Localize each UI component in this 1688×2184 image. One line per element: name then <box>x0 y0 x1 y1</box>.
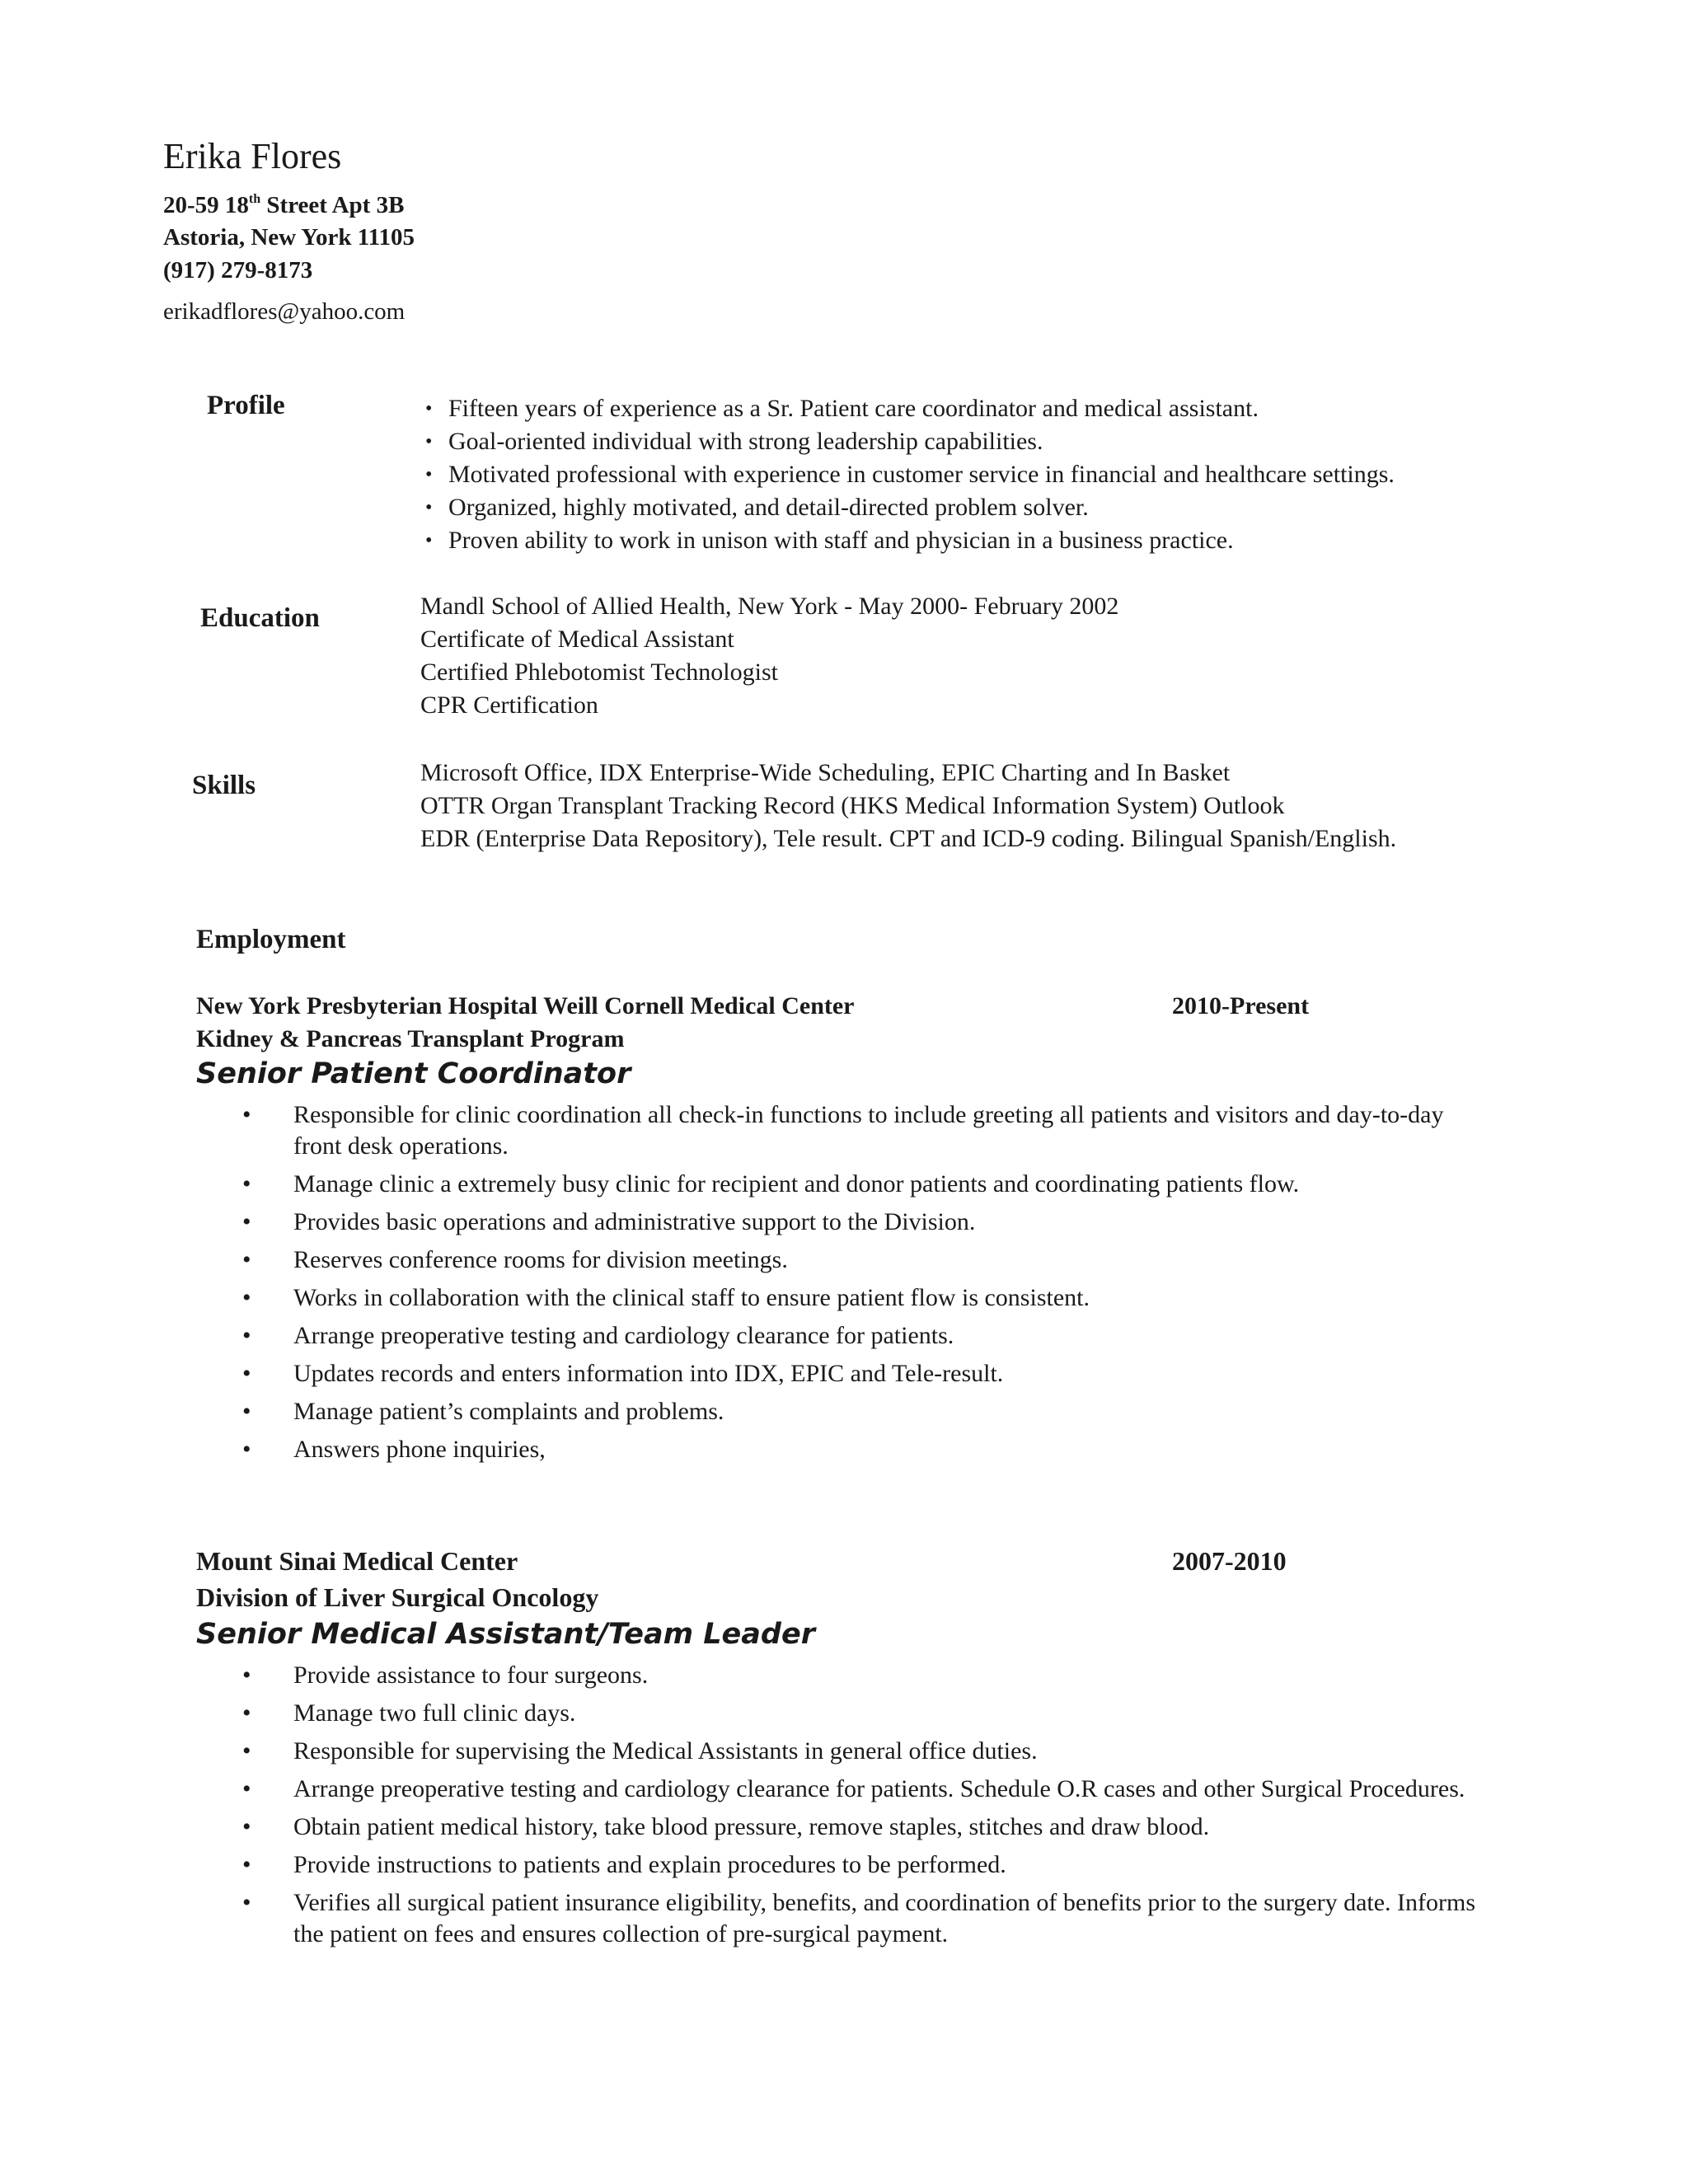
duty-item <box>196 1282 1482 1314</box>
profile-item-text: Motivated professional with experience in customer service in financial and healthcare settings. <box>448 461 1395 488</box>
duty-item <box>196 1849 1482 1881</box>
duty-text: Provides basic operations and administrative support to the Division. <box>293 1208 976 1235</box>
education-line: CPR Certification <box>420 691 598 719</box>
duty-item <box>196 1244 1482 1276</box>
duty-text: Verifies all surgical patient insurance eligibility, benefits, and coordination of benefits prior to the surgery date. Informs the patient on fees and ensures collection of pre-surgical payment. <box>293 1889 1476 1947</box>
skills-line: Microsoft Office, IDX Enterprise-Wide Scheduling, EPIC Charting and In Basket <box>420 759 1231 786</box>
bullet-icon: • <box>242 1398 251 1425</box>
bullet-icon: • <box>425 464 433 485</box>
education-lines <box>420 590 1118 722</box>
bullet-icon: • <box>242 1775 251 1802</box>
bullet-icon: • <box>425 497 433 518</box>
skills-line: EDR (Enterprise Data Repository), Tele result. CPT and ICD-9 coding. Bilingual Spanish/English. <box>420 825 1397 852</box>
duty-text: Works in collaboration with the clinical staff to ensure patient flow is consistent. <box>293 1284 1090 1311</box>
profile-item <box>420 524 1395 557</box>
duty-item <box>196 1320 1482 1352</box>
bullet-icon: • <box>242 1208 251 1235</box>
duty-item <box>196 1099 1482 1162</box>
bullet-icon: • <box>242 1284 251 1311</box>
profile-item-text: Organized, highly motivated, and detail-directed problem solver. <box>448 494 1089 521</box>
skills-lines <box>420 757 1396 855</box>
bullet-icon: • <box>425 431 433 452</box>
profile-item <box>420 458 1395 491</box>
profile-item <box>420 491 1395 524</box>
bullet-icon: • <box>242 1737 251 1765</box>
duty-item <box>196 1660 1482 1691</box>
skills-line: OTTR Organ Transplant Tracking Record (HKS Medical Information System) Outlook <box>420 792 1285 819</box>
bullet-icon: • <box>425 398 433 419</box>
profile-item <box>420 425 1395 458</box>
candidate-name: Erika Flores <box>163 136 342 176</box>
duty-item <box>196 1736 1482 1767</box>
duty-item <box>196 1358 1482 1390</box>
job-dates: 2007-2010 <box>1172 1546 1287 1576</box>
address-line-1-sup: th <box>248 192 261 206</box>
job-duties-list <box>196 1660 1482 1957</box>
duty-text: Answers phone inquiries, <box>293 1436 546 1463</box>
profile-item-text: Proven ability to work in unison with staff and physician in a business practice. <box>448 527 1234 554</box>
job-organization: Mount Sinai Medical Center <box>196 1546 518 1576</box>
duty-text: Reserves conference rooms for division meetings. <box>293 1246 788 1273</box>
section-label-skills: Skills <box>192 771 256 800</box>
profile-item-text: Fifteen years of experience as a Sr. Patient care coordinator and medical assistant. <box>448 395 1259 422</box>
address-line-1-suffix: Street Apt 3B <box>260 192 405 218</box>
job-dates: 2010-Present <box>1172 992 1310 1019</box>
duty-item <box>196 1207 1482 1238</box>
duty-text: Arrange preoperative testing and cardiology clearance for patients. Schedule O.R cases and other Surgical Procedures. <box>293 1775 1465 1802</box>
education-line: Certificate of Medical Assistant <box>420 626 734 653</box>
address-line-1 <box>163 193 404 218</box>
profile-list <box>420 392 1395 557</box>
education-line: Certified Phlebotomist Technologist <box>420 658 778 686</box>
duty-item <box>196 1698 1482 1729</box>
duty-text: Obtain patient medical history, take blood pressure, remove staples, stitches and draw blood. <box>293 1813 1210 1840</box>
bullet-icon: • <box>425 530 433 551</box>
section-label-profile: Profile <box>207 391 285 420</box>
section-label-employment: Employment <box>196 925 346 954</box>
email-address[interactable]: erikadflores@yahoo.com <box>163 298 406 325</box>
duty-text: Provide instructions to patients and explain procedures to be performed. <box>293 1851 1006 1878</box>
job-title: Senior Medical Assistant/Team Leader <box>196 1618 815 1651</box>
bullet-icon: • <box>242 1813 251 1840</box>
job-division: Division of Liver Surgical Oncology <box>196 1582 599 1612</box>
job-organization: New York Presbyterian Hospital Weill Cornell Medical Center <box>196 992 855 1019</box>
bullet-icon: • <box>242 1360 251 1387</box>
duty-item <box>196 1811 1482 1843</box>
education-line: Mandl School of Allied Health, New York - May 2000- February 2002 <box>420 593 1119 620</box>
job-division: Kidney & Pancreas Transplant Program <box>196 1025 625 1052</box>
bullet-icon: • <box>242 1661 251 1689</box>
bullet-icon: • <box>242 1246 251 1273</box>
bullet-icon: • <box>242 1436 251 1463</box>
bullet-icon: • <box>242 1851 251 1878</box>
duty-item <box>196 1396 1482 1427</box>
phone-number: (917) 279-8173 <box>163 257 313 284</box>
duty-text: Arrange preoperative testing and cardiology clearance for patients. <box>293 1322 954 1349</box>
duty-text: Manage two full clinic days. <box>293 1699 576 1727</box>
duty-text: Provide assistance to four surgeons. <box>293 1661 649 1689</box>
bullet-icon: • <box>242 1170 251 1197</box>
duty-text: Responsible for supervising the Medical Assistants in general office duties. <box>293 1737 1038 1765</box>
job-title: Senior Patient Coordinator <box>196 1057 631 1090</box>
duty-text: Manage patient’s complaints and problems. <box>293 1398 724 1425</box>
duty-item <box>196 1887 1482 1950</box>
duty-text: Responsible for clinic coordination all check-in functions to include greeting all patients and visitors and day-to-day front desk operations. <box>293 1101 1444 1160</box>
bullet-icon: • <box>242 1699 251 1727</box>
duty-item <box>196 1774 1482 1805</box>
duty-text: Manage clinic a extremely busy clinic for recipient and donor patients and coordinating patients flow. <box>293 1170 1300 1197</box>
section-label-education: Education <box>200 603 320 633</box>
duty-item <box>196 1169 1482 1200</box>
bullet-icon: • <box>242 1101 251 1128</box>
bullet-icon: • <box>242 1889 251 1916</box>
address-line-2: Astoria, New York 11105 <box>163 224 415 251</box>
duty-item <box>196 1434 1482 1465</box>
job-duties-list <box>196 1099 1482 1472</box>
bullet-icon: • <box>242 1322 251 1349</box>
duty-text: Updates records and enters information into IDX, EPIC and Tele-result. <box>293 1360 1004 1387</box>
profile-item <box>420 392 1395 425</box>
address-line-1-prefix: 20-59 18 <box>163 192 249 218</box>
profile-item-text: Goal-oriented individual with strong leadership capabilities. <box>448 428 1043 455</box>
